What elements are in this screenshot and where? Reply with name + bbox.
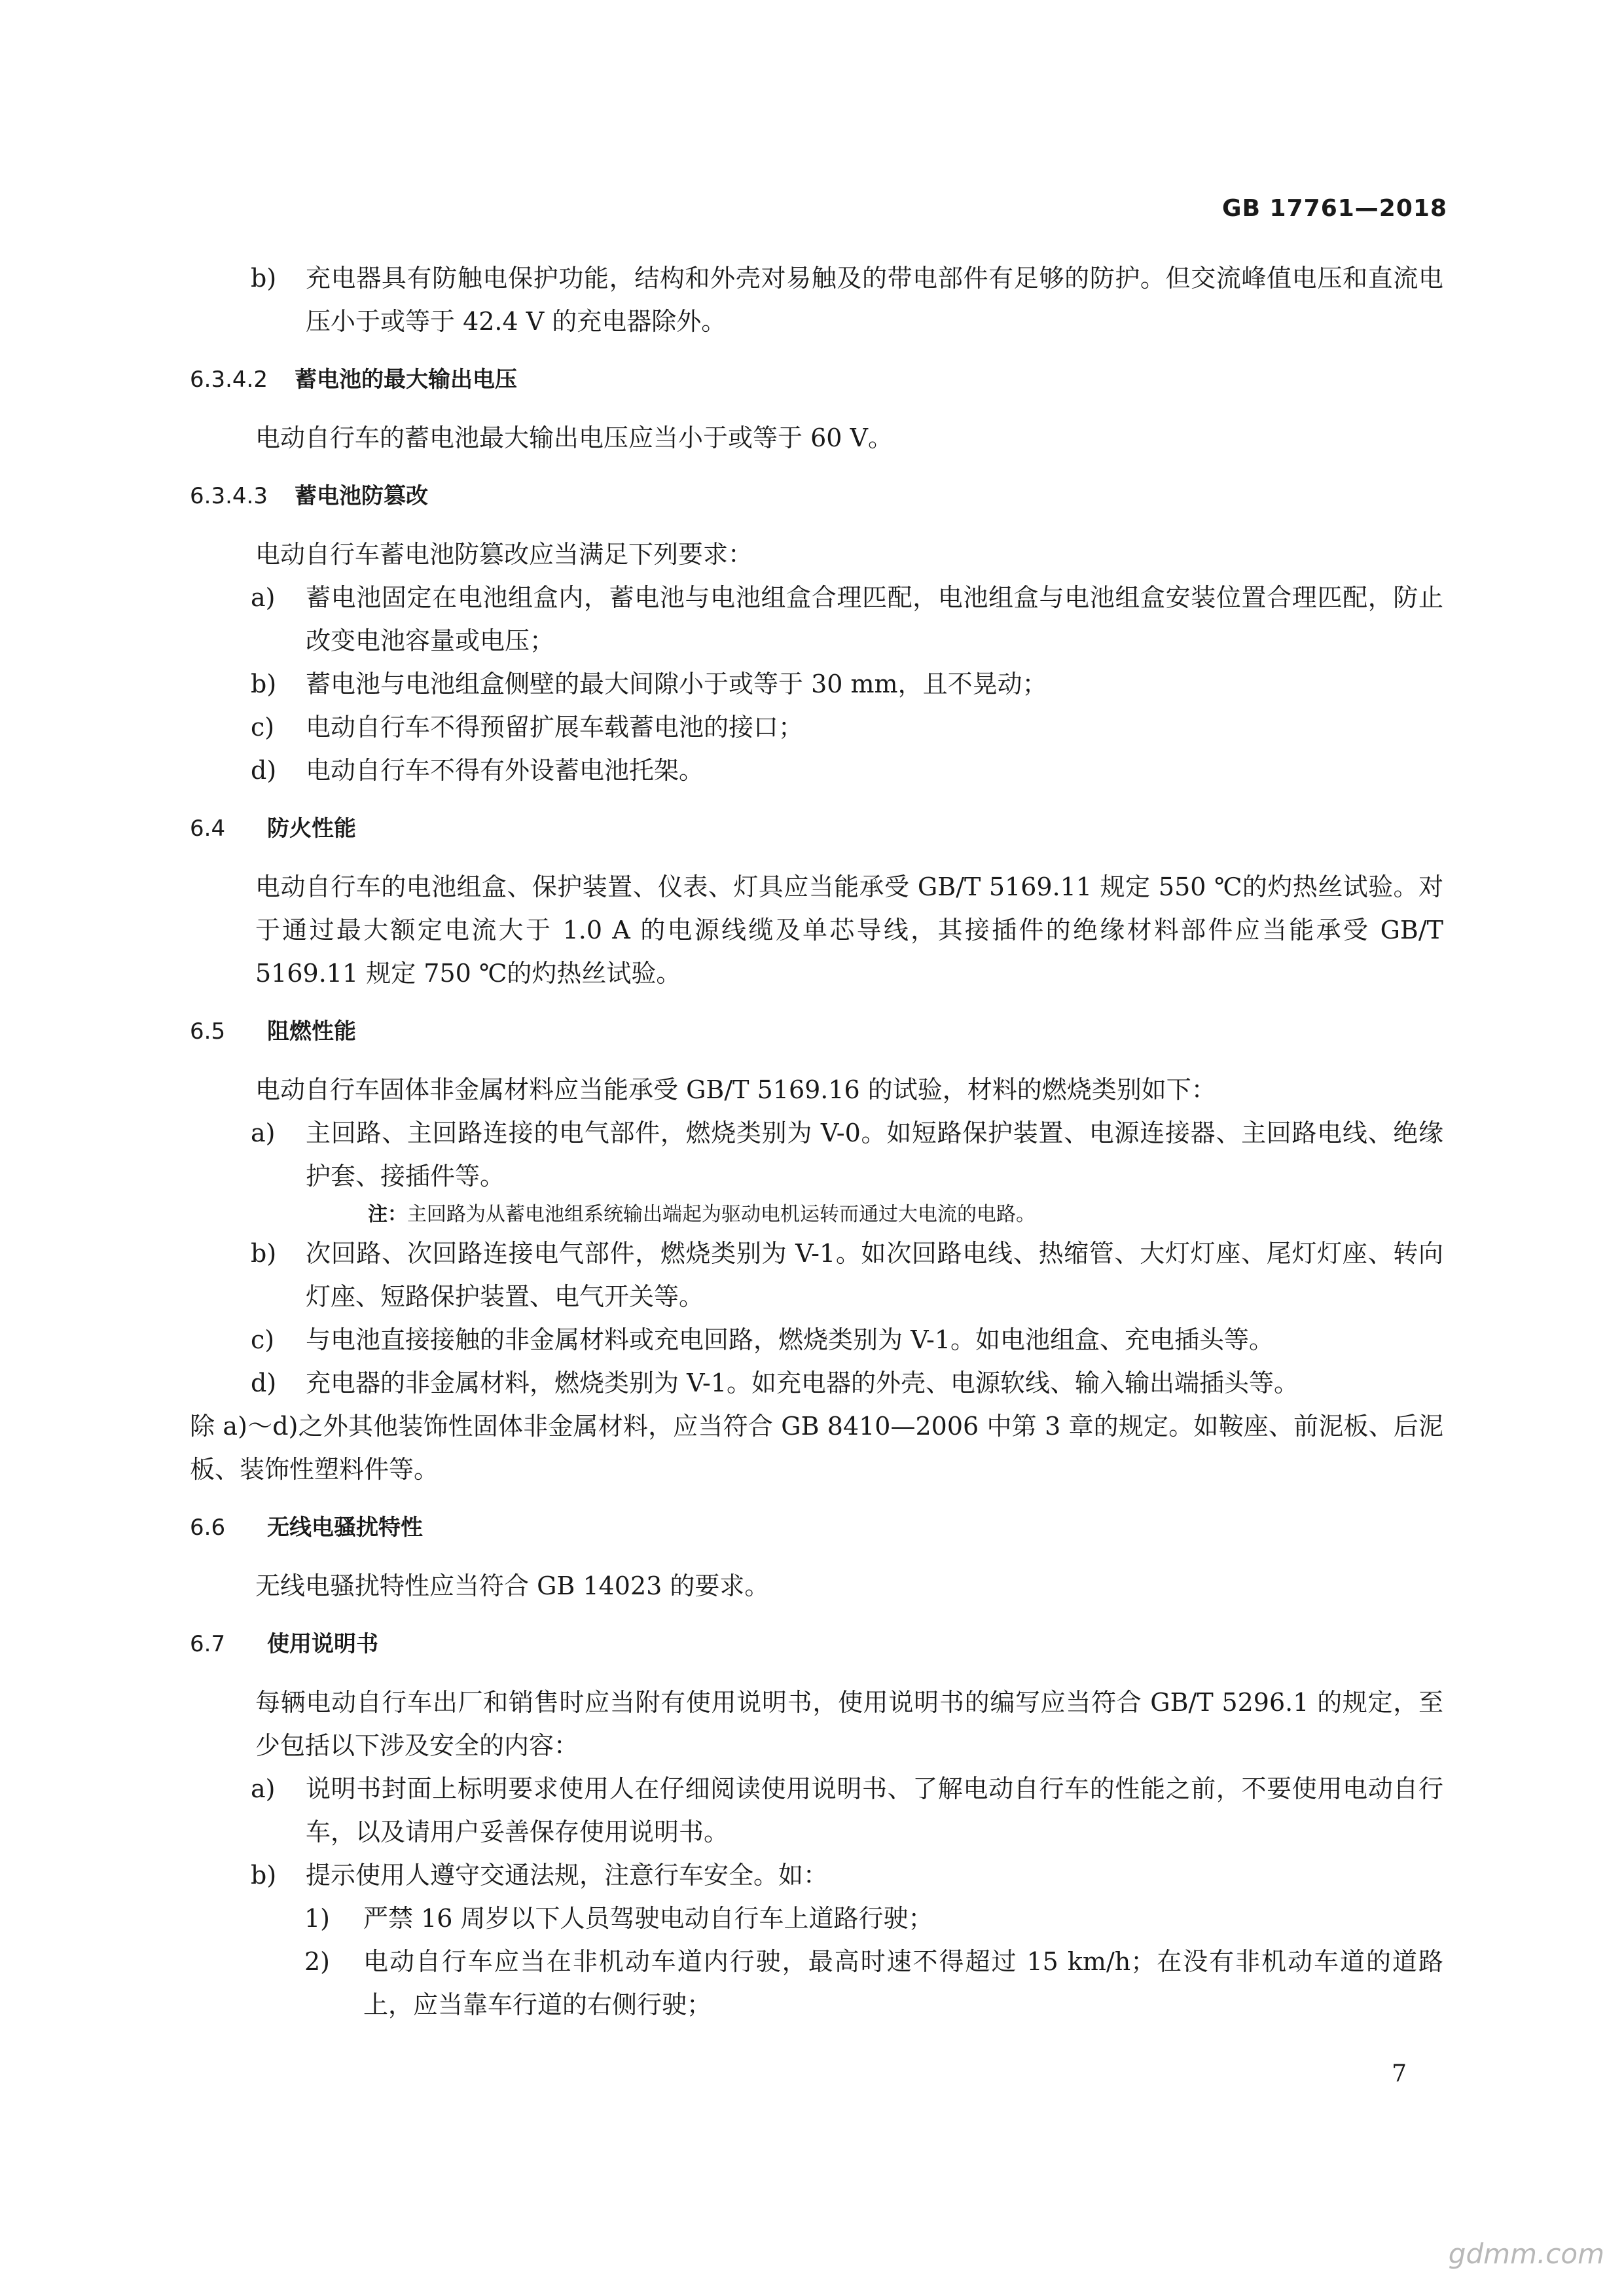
note-text: 主回路为从蓄电池组系统输出端起为驱动电机运转而通过大电流的电路。 — [407, 1203, 1036, 1226]
list-text: 充电器具有防触电保护功能，结构和外壳对易触及的带电部件有足够的防护。但交流峰值电压和直流电压小于或等于 42.4 V 的充电器除外。 — [306, 264, 1443, 336]
list-label: a) — [251, 1119, 276, 1147]
list-label: b) — [251, 670, 277, 698]
list-text: 电动自行车不得有外设蓄电池托架。 — [306, 756, 704, 785]
list-label: d) — [251, 756, 277, 785]
list-text: 与电池直接接触的非金属材料或充电回路，燃烧类别为 V-1。如电池组盒、充电插头等。 — [306, 1325, 1274, 1354]
list-label: a) — [251, 583, 276, 612]
section-number: 6.3.4.3 — [190, 483, 268, 509]
note — [190, 1198, 1443, 1232]
list-text: 电动自行车应当在非机动车道内行驶，最高时速不得超过 15 km/h；在没有非机动车道的道路上，应当靠车行道的右侧行驶； — [363, 1947, 1443, 2019]
list-label: c) — [251, 713, 275, 742]
section-title: 使用说明书 — [267, 1631, 378, 1657]
section-title: 蓄电池的最大输出电压 — [295, 367, 517, 393]
list-item — [190, 257, 1443, 343]
list-item — [190, 1111, 1443, 1198]
list-text: 次回路、次回路连接电气部件，燃烧类别为 V-1。如次回路电线、热缩管、大灯灯座、尾灯灯座、转向灯座、短路保护装置、电气开关等。 — [306, 1239, 1443, 1311]
list-item — [190, 706, 1443, 749]
section-number: 6.4 — [190, 816, 226, 842]
list-text: 充电器的非金属材料，燃烧类别为 V-1。如充电器的外壳、电源软线、输入输出端插头等。 — [306, 1369, 1299, 1397]
list-item — [190, 1232, 1443, 1318]
list-item — [190, 662, 1443, 706]
paragraph: 除 a)～d)之外其他装饰性固体非金属材料，应当符合 GB 8410—2006 中第 3 章的规定。如鞍座、前泥板、后泥板、装饰性塑料件等。 — [190, 1412, 1443, 1484]
paragraph: 无线电骚扰特性应当符合 GB 14023 的要求。 — [255, 1571, 770, 1600]
list-item — [190, 1361, 1443, 1405]
paragraph: 每辆电动自行车出厂和销售时应当附有使用说明书，使用说明书的编写应当符合 GB/T 5296.1 的规定，至少包括以下涉及安全的内容： — [255, 1688, 1443, 1760]
section-number: 6.7 — [190, 1631, 226, 1657]
list-text: 蓄电池固定在电池组盒内，蓄电池与电池组盒合理匹配，电池组盒与电池组盒安装位置合理匹配，防止改变电池容量或电压； — [306, 583, 1443, 655]
list-text: 主回路、主回路连接的电气部件，燃烧类别为 V-0。如短路保护装置、电源连接器、主回路电线、绝缘护套、接插件等。 — [306, 1119, 1443, 1191]
sub-list-item — [190, 1940, 1443, 2026]
list-item — [190, 1854, 1443, 1897]
list-item — [190, 1318, 1443, 1361]
list-label: b) — [251, 264, 277, 293]
list-text: 提示使用人遵守交通法规，注意行车安全。如： — [306, 1861, 829, 1890]
section-title: 无线电骚扰特性 — [267, 1515, 423, 1541]
section-heading — [190, 1012, 1443, 1051]
list-item — [190, 749, 1443, 792]
section-number: 6.5 — [190, 1018, 226, 1045]
list-label: a) — [251, 1774, 276, 1803]
watermark: gdmm.com — [1448, 2238, 1604, 2270]
section-heading — [190, 809, 1443, 848]
list-label: b) — [251, 1861, 277, 1890]
list-label: d) — [251, 1369, 277, 1397]
paragraph: 电动自行车蓄电池防篡改应当满足下列要求： — [255, 540, 753, 569]
section-heading — [190, 360, 1443, 399]
section-heading — [190, 1624, 1443, 1664]
list-text: 严禁 16 周岁以下人员驾驶电动自行车上道路行驶； — [363, 1904, 933, 1933]
page-number: 7 — [1392, 2060, 1407, 2087]
list-label: b) — [251, 1239, 277, 1268]
section-title: 防火性能 — [267, 816, 356, 842]
sub-list-item — [190, 1897, 1443, 1940]
list-label: 2) — [304, 1947, 331, 1976]
paragraph: 电动自行车的电池组盒、保护装置、仪表、灯具应当能承受 GB/T 5169.11 规定 550 ℃的灼热丝试验。对于通过最大额定电流大于 1.0 A 的电源线缆及单芯导线，其接插件的绝缘材料部件应当能承受 GB/T 5169.11 规定 750 ℃的灼热丝试验。 — [255, 872, 1443, 988]
paragraph: 电动自行车的蓄电池最大输出电压应当小于或等于 60 V。 — [255, 423, 893, 452]
note-label: 注： — [368, 1203, 407, 1226]
section-heading — [190, 1508, 1443, 1547]
standard-number-header: GB 17761—2018 — [1222, 195, 1447, 222]
list-text: 蓄电池与电池组盒侧壁的最大间隙小于或等于 30 mm，且不晃动； — [306, 670, 1047, 698]
list-text: 说明书封面上标明要求使用人在仔细阅读使用说明书、了解电动自行车的性能之前，不要使用电动自行车，以及请用户妥善保存使用说明书。 — [306, 1774, 1443, 1846]
list-label: c) — [251, 1325, 275, 1354]
section-title: 阻燃性能 — [267, 1018, 356, 1045]
paragraph: 电动自行车固体非金属材料应当能承受 GB/T 5169.16 的试验，材料的燃烧类别如下： — [255, 1075, 1216, 1104]
list-item — [190, 1767, 1443, 1854]
section-number: 6.6 — [190, 1515, 226, 1541]
section-number: 6.3.4.2 — [190, 367, 268, 393]
list-label: 1) — [304, 1904, 331, 1933]
list-item — [190, 576, 1443, 662]
list-text: 电动自行车不得预留扩展车载蓄电池的接口； — [306, 713, 804, 742]
section-title: 蓄电池防篡改 — [295, 483, 428, 509]
section-heading — [190, 476, 1443, 516]
document-body — [190, 257, 1443, 2026]
